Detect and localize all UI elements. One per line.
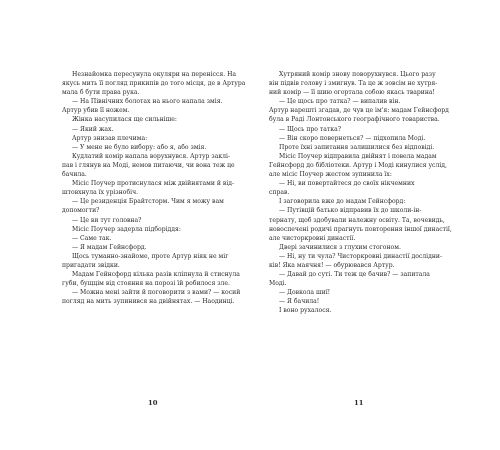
text-line: тернату, щоб здобували належну освіту. Та, вочевидь, [269,216,445,224]
text-line: І воно рухалося. [279,307,332,315]
text-line: Кудлатий комір напала ворухнувся. Артур заклі- [72,152,231,160]
text-line: Моді. [269,280,287,288]
text-line: пав і глянув на Моді, немов питаючи, чи вона теж це [62,161,235,169]
text-line: — У мене не було вибору: або я, або змія. [72,143,207,151]
text-line: допомогти? [62,207,100,215]
text-line: — Ні, ви повертайтеся до своїх нікчемних [279,180,415,188]
text-line: — Я бачила! [279,298,320,306]
text-line: Щось туманно-знайоме, проте Артур ніяк не міг [72,252,229,260]
text-line: штовхнула їх урізнобіч. [62,189,139,197]
text-line: губи, бущцім від стояння на порозі їй робилося зле. [62,280,230,288]
text-line: Гейнсфорд до бібліотеки. Артур і Моді кинулися услід, [269,161,447,169]
left-page-text [62,70,245,306]
text-line: якусь мить її погляд прикипів до того місця, де в Артура [62,80,245,88]
text-line: бачила. [62,171,87,179]
text-line: Хутряний комір знову поворухнувся. Цього разу [279,71,436,78]
text-line: Артур убив її ножем. [62,107,130,115]
text-line: — Це щось про татка? — випалив він. [279,98,401,106]
text-line: Двері зачинилися з глухим стогоном. [279,243,401,251]
text-line: — Він скоро повернеться? — підхопила Моді. [279,134,426,142]
text-line: була в Раді Лонтонського географічного товариства. [269,116,440,124]
text-line: Жінка насупилася ще сильніше: [72,116,177,124]
text-line: Місіс Поучер задерла підборіддя: [72,225,181,233]
text-line: погляд на мить зупинився на двійнятах. — Наодинці. [62,298,235,306]
text-line: ний комір — її шию огортала собою якась тварина! [269,89,435,97]
text-line: новоспечені родичі прагнуть повторення іншої династії, [269,225,452,233]
text-line: Місіс Поучер відправила двійнят і повела мадам [279,152,437,160]
text-line: пригадати звідки. [62,261,120,269]
text-line: Артур знизав плечима: [72,134,148,142]
text-line: Артур нарешті згадав, де чув це ім'я: мадам Гейнсфорд [269,107,449,115]
text-line: — Я мадам Гейнсфорд. [72,243,147,251]
text-line: але місіс Поучер жестом зупинила їх: [269,171,392,179]
text-line: але чисторкровні династії. [269,234,356,242]
left-page [62,70,245,306]
text-line: Мадам Гейнсфорд кілька разів кліпнула й стиснула [72,271,240,279]
text-line: — Довкола шиї! [279,289,331,297]
right-page-number: 11 [354,399,364,407]
text-line: — На Північних болотах на нього напала змія. [72,98,223,106]
text-line: Місіс Поучер протиснулася між двійнятами й від- [72,180,235,188]
text-line: — Це ви тут головна? [72,216,142,224]
text-line: — Путівцій батько відправив їх до школи-ін- [279,207,422,215]
left-page-number: 10 [148,399,158,407]
text-line: Незнайомка пересунула окуляри на перенісся. На [72,71,237,78]
text-line: — Який жах. [72,125,114,133]
text-line: — Саме так. [72,234,112,242]
text-line: справ. [269,189,290,197]
text-line: — Давай до суті. Ти теж це бачив? — запитала [279,271,430,279]
text-line: мала б бути права рука. [62,89,140,97]
text-line: І заговорила вже до мадам Гейнсфорд: [279,198,406,206]
text-line: ків! Яка маячня! — обурювався Артур. [269,261,395,269]
text-line: Проте їхні запитання залишилися без відповіді. [279,143,435,151]
text-line: — Щось про татка? [279,125,341,133]
text-line: — Це резиденція Брайтсторм. Чим я можу вам [72,198,224,206]
text-line: — Ні, ну ти чула? Чисторкровні династії дослідни- [279,252,443,260]
text-line: — Можна мені зайти й поговорити з вами? — косий [72,289,241,297]
right-page-text [269,70,452,316]
text-line: він підвів голову і змигнув. Та це ж зовсім не хутря- [269,80,438,88]
right-page [269,70,452,316]
